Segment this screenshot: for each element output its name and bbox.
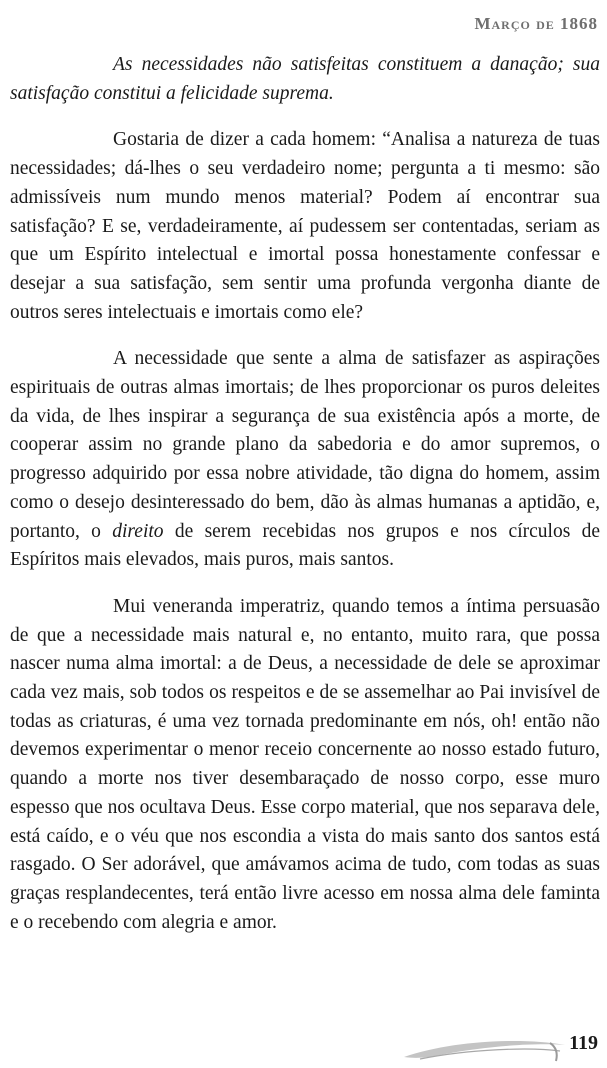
paragraph-2-text-start: A necessidade que sente a alma de satisfazer as aspirações espirituais de outras almas imortais; de lhes proporcionar os puros deleites da vida, de lhes inspirar a segurança de sua existência após a morte, de cooperar assim no grande plano da sabedoria e do amor supremos, o progresso adquirido por essa nobre atividade, tão digna do homem, assim como o desejo desinteressado do bem, dão às almas humanas a aptidão, e, portanto, o xyxy=(10,348,600,542)
paragraph-2-italic-word: direito xyxy=(112,520,164,542)
paragraph-2 xyxy=(10,345,600,575)
epigraph: As necessidades não satisfeitas constituem a danação; sua satisfação constitui a felicidade suprema. xyxy=(10,54,600,104)
paragraph-1: Gostaria de dizer a cada homem: “Analisa a natureza de tuas necessidades; dá-lhes o seu verdadeiro nome; pergunta a ti mesmo: são admissíveis num mundo menos material? Podem aí encontrar sua satisfação? E se, verdadeiramente, aí pudessem ser contentadas, seriam as que um Espírito intelectual e imortal possa honestamente confessar e desejar a sua satisfação, sem sentir uma profunda vergonha diante de outros seres intelectuais e imortais como ele? xyxy=(10,129,600,323)
paragraph-3: Mui veneranda imperatriz, quando temos a íntima persuasão de que a necessidade mais natural e, no entanto, muito rara, que possa nascer numa alma imortal: a de Deus, a necessidade de dele se aproximar cada vez mais, sob todos os respeitos e de se assemelhar ao Pai invisível de todas as criaturas, é uma vez tornada predominante em nós, oh! então não devemos experimentar o menor receio concernente ao nosso estado futuro, quando a morte nos tiver desembaraçado de nosso corpo, esse muro espesso que nos ocultava Deus. Esse corpo material, que nos separava dele, está caído, e o véu que nos escondia a vista do mais santo dos santos está rasgado. O Ser adorável, que amávamos acima de tudo, com todas as suas graças resplandecentes, terá então livre acesso em nossa alma dele faminta e o recebendo com alegria e amor. xyxy=(10,595,600,933)
page-number: 119 xyxy=(569,1032,598,1054)
paragraph-2-text-end: de serem recebidas nos grupos e nos círculos de Espíritos mais elevados, mais puros, mais santos. xyxy=(10,520,601,571)
body-text xyxy=(10,51,600,955)
running-head: Março de 1868 xyxy=(474,14,598,33)
